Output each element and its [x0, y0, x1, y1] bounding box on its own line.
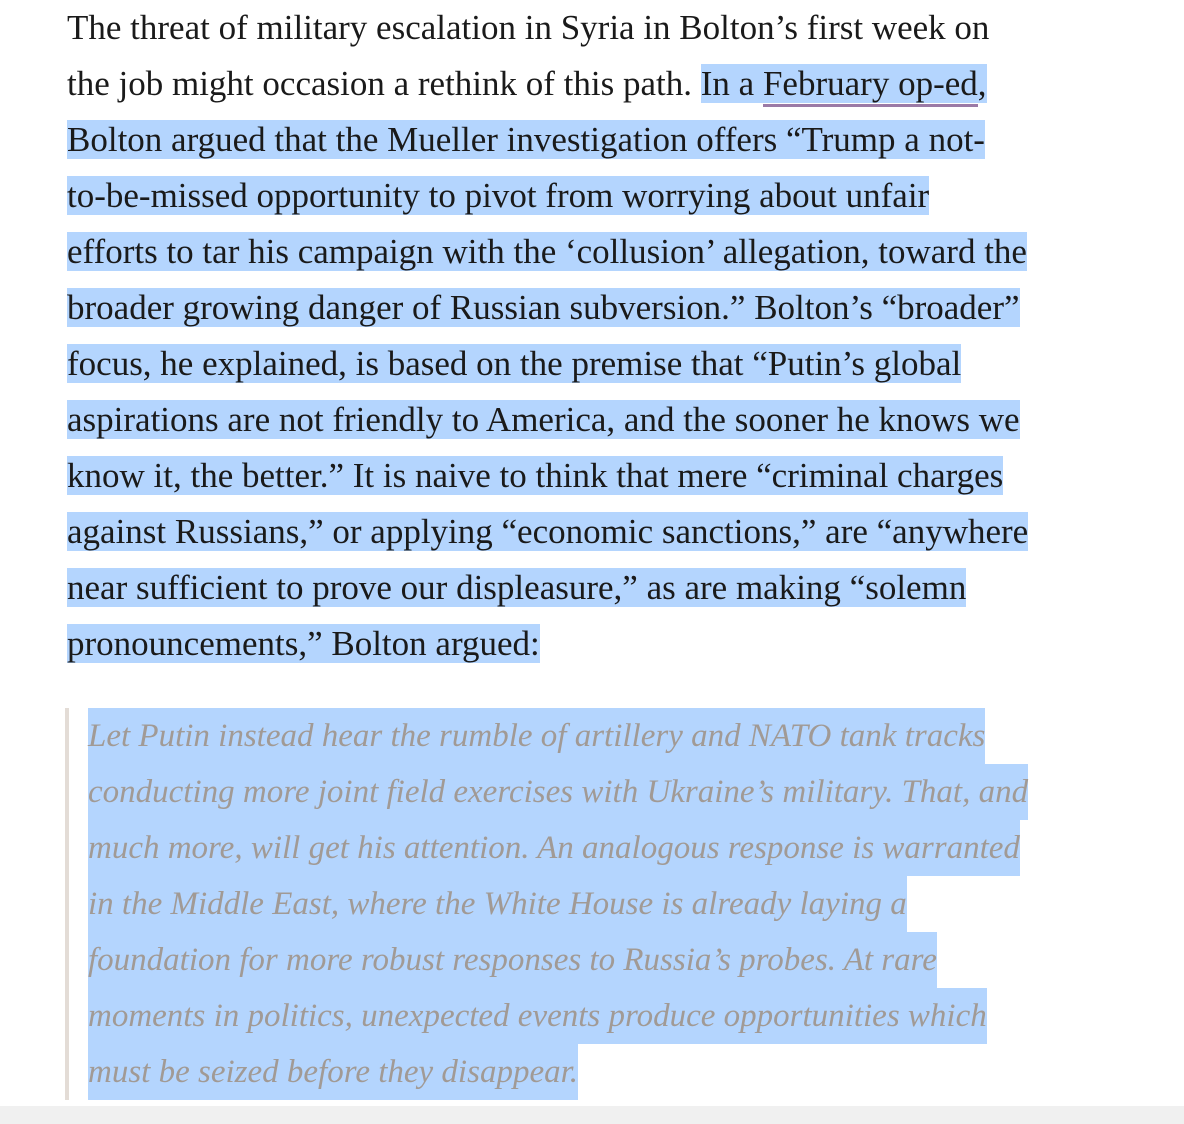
- paragraph-line-1: [67, 0, 989, 56]
- selected-text: to-be-missed opportunity to pivot from worrying about unfair: [67, 176, 930, 215]
- selected-text-comma: ,: [977, 64, 987, 103]
- selected-text: know it, the better.” It is naive to think that mere “criminal charges: [67, 456, 1004, 495]
- february-op-ed-link[interactable]: February op-ed: [763, 64, 978, 107]
- page-bottom-edge: [0, 1106, 1184, 1124]
- paragraph-line-6: [67, 280, 1020, 336]
- selected-text: [701, 64, 987, 103]
- paragraph-line-5: [67, 224, 1027, 280]
- selected-text: focus, he explained, is based on the premise that “Putin’s global: [67, 344, 962, 383]
- selected-text: aspirations are not friendly to America, and the sooner he knows we: [67, 400, 1020, 439]
- paragraph-line-3: [67, 112, 985, 168]
- blockquote-border: [65, 708, 69, 1100]
- paragraph-line-11: [67, 560, 966, 616]
- blockquote-line-4: in the Middle East, where the White House is already laying a: [88, 876, 907, 932]
- selected-text-prefix: In a: [700, 64, 763, 103]
- paragraph-line-2: [67, 56, 987, 112]
- selected-text: broader growing danger of Russian subversion.” Bolton’s “broader”: [67, 288, 1020, 327]
- blockquote-line-3: much more, will get his attention. An analogous response is warranted: [88, 820, 1020, 876]
- paragraph-line-10: [67, 504, 1028, 560]
- blockquote-line-2: conducting more joint field exercises with Ukraine’s military. That, and: [88, 764, 1028, 820]
- selected-text: near sufficient to prove our displeasure,” as are making “solemn: [67, 568, 967, 607]
- blockquote-line-5: foundation for more robust responses to Russia’s probes. At rare: [88, 932, 937, 988]
- paragraph-line-12: [67, 616, 540, 672]
- paragraph-line-8: [67, 392, 1020, 448]
- blockquote-line-6: moments in politics, unexpected events produce opportunities which: [88, 988, 987, 1044]
- selected-text: efforts to tar his campaign with the ‘collusion’ allegation, toward the: [67, 232, 1027, 271]
- blockquote-line-7: must be seized before they disappear.: [88, 1044, 578, 1100]
- paragraph-line-9: [67, 448, 1003, 504]
- selected-text: against Russians,” or applying “economic sanctions,” are “anywhere: [67, 512, 1029, 551]
- selected-text: Bolton argued that the Mueller investigation offers “Trump a not-: [67, 120, 985, 159]
- paragraph-line-7: [67, 336, 961, 392]
- selected-text: pronouncements,” Bolton argued:: [67, 624, 540, 663]
- blockquote-line-1: Let Putin instead hear the rumble of artillery and NATO tank tracks: [88, 708, 985, 764]
- paragraph-text: The threat of military escalation in Syria in Bolton’s first week on: [67, 8, 990, 47]
- paragraph-line-4: [67, 168, 929, 224]
- paragraph-text: the job might occasion a rethink of this path.: [67, 64, 701, 103]
